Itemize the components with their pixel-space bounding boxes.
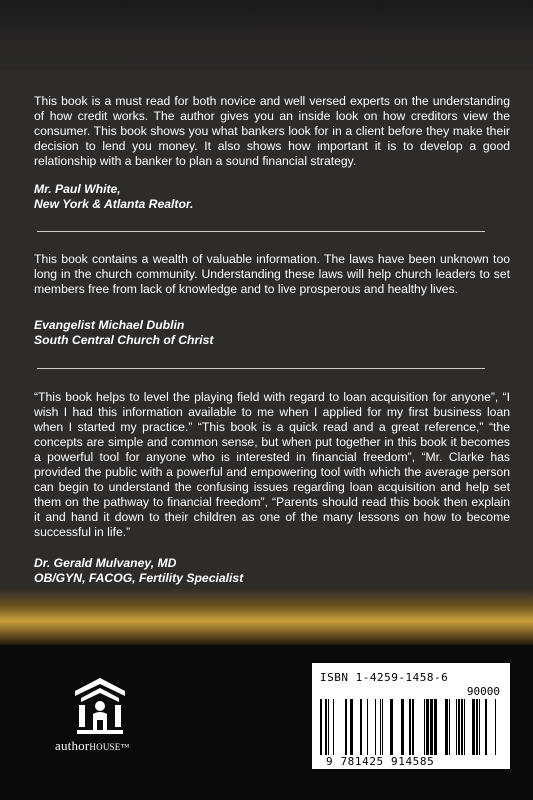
- gold-band: [0, 588, 533, 648]
- ean-number: 9 781425 914585: [326, 755, 435, 768]
- barcode-bars: [320, 699, 502, 755]
- isbn-label: ISBN 1-4259-1458-6: [320, 671, 449, 684]
- publisher-logo-icon: [73, 676, 127, 738]
- barcode: [312, 663, 510, 769]
- reviewer-title-1: New York & Atlanta Realtor.: [34, 197, 194, 211]
- reviewer-title-3: OB/GYN, FACOG, Fertility Specialist: [34, 571, 244, 585]
- reviewer-title-2: South Central Church of Christ: [34, 333, 214, 347]
- price-code: 90000: [466, 685, 500, 698]
- reviewer-name-1: Mr. Paul White,: [34, 182, 121, 196]
- review-text-2: This book contains a wealth of valuable information. The laws have been unknown too long in the church community. Understanding these laws will help church leaders to set members free from lack of knowledge and to live prosperous and healthy lives.: [34, 252, 510, 296]
- review-text-3: “This book helps to level the playing field with regard to loan acquisition for anyone”, “I wish I had this information available to me when I applied for my first business loan when I started my practice.” “This book is a quick read and a great reference,” “the concepts are simple and common sense, but when put together in this book it becomes a powerful tool for anyone who is interested in financial freedom”, “Mr. Clarke has provided the public with a powerful and empowering tool with which the average person can begin to understand the confusing issues regarding loan acquisition and help set them on the pathway to financial freedom”, “Parents should read this book then explain it and hand it down to their children as one of the many lessons on how to become successful in life.”: [34, 390, 510, 539]
- divider: [37, 231, 485, 232]
- publisher-name: authorHOUSE™: [55, 738, 130, 753]
- review-text-1: This book is a must read for both novice and well versed experts on the understanding of how credit works. The author gives you an inside look on how creditors view the consumer. This book shows you what bankers look for in a client before they make their decision to lend you money. It also shows how important it is to develop a good relationship with a banker to plan a sound financial strategy.: [34, 94, 510, 168]
- reviewer-name-2: Evangelist Michael Dublin: [34, 318, 185, 332]
- divider: [37, 368, 485, 369]
- reviewer-name-3: Dr. Gerald Mulvaney, MD: [34, 556, 177, 570]
